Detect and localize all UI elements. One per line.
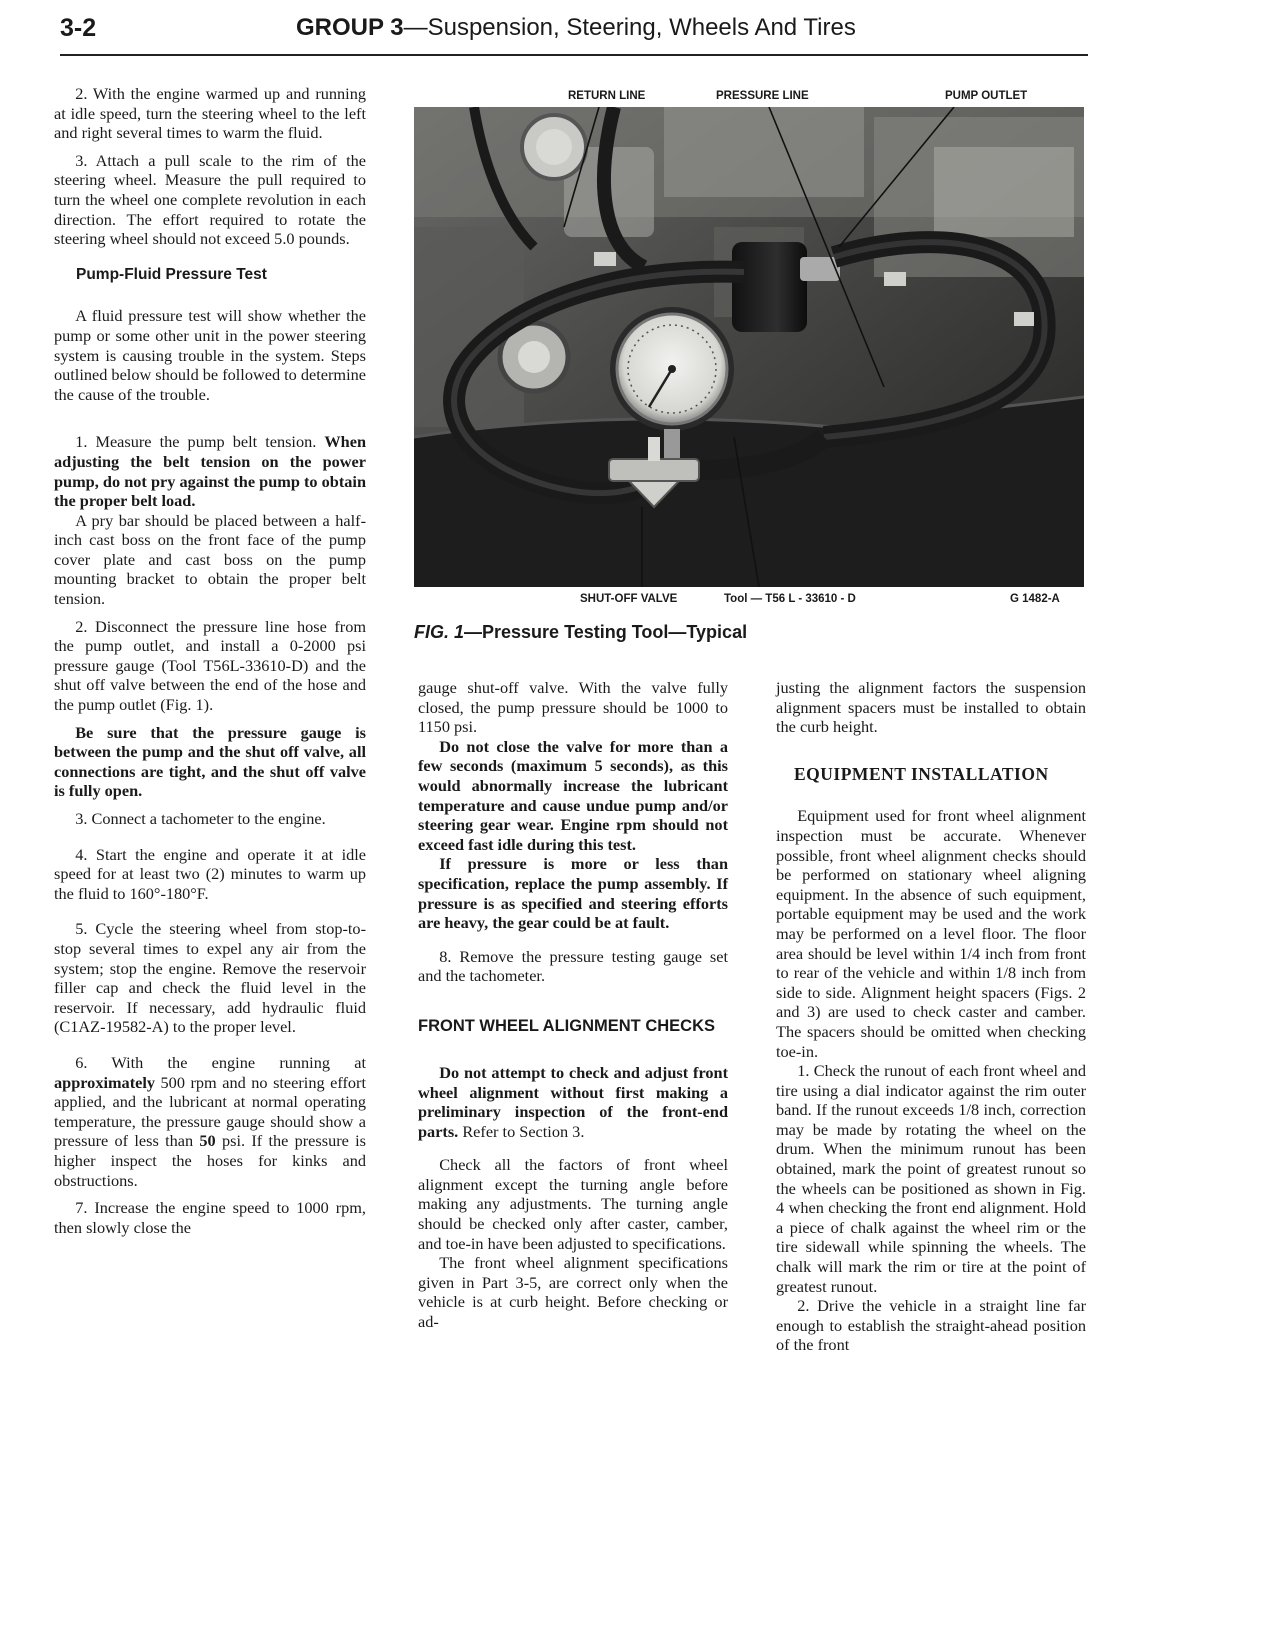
- group-label: GROUP 3: [296, 14, 404, 41]
- callout-pressure-line: PRESSURE LINE: [716, 90, 809, 102]
- section-heading-equipment-installation: EQUIPMENT INSTALLATION: [794, 763, 1049, 784]
- text-run-bold: approximately: [54, 1072, 156, 1092]
- paragraph: The front wheel alignment specifications given in Part 3-5, are correct only when the vehicle is at curb height. Before checking or ad-: [418, 1253, 728, 1332]
- text-run-bold: 50: [199, 1131, 216, 1151]
- page-number: 3-2: [60, 14, 97, 42]
- column-1: [54, 84, 366, 1245]
- callout-shut-off-valve: SHUT-OFF VALVE: [580, 593, 678, 605]
- paragraph: 2. Disconnect the pressure line hose from the pump outlet, and install a 0-2000 psi pressure gauge (Tool T56L-33610-D) and the shut off valve between the end of the hose and the pump outlet (Fig. 1).: [54, 616, 366, 715]
- paragraph: gauge shut-off valve. With the valve fully closed, the pump pressure should be 1000 to 1150 psi.: [418, 678, 728, 737]
- paragraph: 3. Attach a pull scale to the rim of the steering wheel. Measure the pull required to turn the wheel one complete revolution in each direction. The effort required to rotate the steering wheel should not exceed 5.0 pounds.: [54, 150, 366, 249]
- figure-photo: [414, 107, 1084, 587]
- pressure-test-photo-illustration: [414, 107, 1084, 587]
- paragraph: 1. Check the runout of each front wheel and tire using a dial indicator against the rim outer band. If the runout exceeds 1/8 inch, correction may be made by rotating the wheel on the drum. When the minimum runout has been obtained, mark the point of greatest runout so the wheels can be positioned as shown in Fig. 4 when checking the front end alignment. Hold a piece of chalk against the wheel rim or the tire sidewall while spinning the wheels. The chalk will mark the rim or tire at the point of greatest runout.: [776, 1061, 1086, 1296]
- text-run: 6. With the engine running at: [75, 1052, 366, 1072]
- text-run: Refer to Section 3.: [458, 1121, 585, 1141]
- column-2: [418, 678, 728, 1340]
- paragraph: 7. Increase the engine speed to 1000 rpm, then slowly close the: [54, 1198, 366, 1237]
- group-subtitle: —Suspension, Steering, Wheels And Tires: [403, 14, 856, 41]
- paragraph: 2. Drive the vehicle in a straight line far enough to establish the straight-ahead position of the front: [776, 1296, 1086, 1355]
- figure-code: G 1482-A: [1010, 593, 1060, 605]
- figure-title: —Pressure Testing Tool—Typical: [464, 622, 748, 642]
- subheading-pump-fluid-pressure-test: Pump-Fluid Pressure Test: [76, 265, 267, 283]
- paragraph: [418, 1063, 728, 1141]
- paragraph: 2. With the engine warmed up and running at idle speed, turn the steering wheel to the left and right several times to warm the fluid.: [54, 84, 366, 143]
- text-run: 500 rpm and no steering effort applied, and the lubricant at normal operating temperature, the pressure gauge should show a pressure of less than: [54, 1072, 366, 1151]
- paragraph: Equipment used for front wheel alignment inspection must be accurate. Whenever possible, front wheel alignment checks should be performed on stationary wheel aligning equipment. In the absence of such equipment, portable equipment may be used and the work may be performed on a level floor. The floor area should be level within 1/4 inch from front to rear of the vehicle and within 1/8 inch from side to side. Alignment height spacers (Figs. 2 and 3) are used to check caster and camber. The spacers should be omitted when checking toe-in.: [776, 806, 1086, 1061]
- paragraph: 3. Connect a tachometer to the engine.: [75, 809, 326, 828]
- warning-text: Do not attempt to check and adjust front wheel alignment without first making a preliminary inspection of the front-end parts.: [418, 1062, 728, 1141]
- paragraph: [54, 1053, 366, 1190]
- warning-paragraph: Do not close the valve for more than a few seconds (maximum 5 seconds), as this would abnormally increase the lubricant temperature and cause undue pump and/or steering gear wear. Engine rpm should not exceed fast idle during this test.: [418, 736, 728, 854]
- warning-paragraph: If pressure is more or less than specification, replace the pump assembly. If pressure is as specified and steering efforts are heavy, the gear could be at fault.: [418, 854, 728, 933]
- callout-return-line: RETURN LINE: [568, 90, 646, 102]
- paragraph: 4. Start the engine and operate it at idle speed for at least two (2) minutes to warm up the fluid to 160°-180°F.: [54, 844, 366, 903]
- paragraph: Check all the factors of front wheel alignment except the turning angle before making any adjustments. The turning angle should be checked only after caster, camber, and toe-in have been adjusted to specifications.: [418, 1155, 728, 1253]
- warning-text: When adjusting the belt tension on the power pump, do not pry against the pump to obtain the proper belt load.: [54, 432, 366, 511]
- paragraph: justing the alignment factors the suspension alignment spacers must be installed to obtain the curb height.: [776, 678, 1086, 737]
- group-title: [296, 14, 856, 42]
- callout-tool-number: Tool — T56 L - 33610 - D: [724, 593, 856, 605]
- text-run: psi. If the pressure is higher inspect the hoses for kinks and obstructions.: [54, 1131, 367, 1190]
- paragraph: 8. Remove the pressure testing gauge set and the tachometer.: [418, 946, 728, 986]
- paragraph: A pry bar should be placed between a half-inch cast boss on the front face of the pump cover plate and cast boss on the pump mounting bracket to obtain the proper belt tension.: [54, 510, 366, 609]
- paragraph: [54, 432, 366, 510]
- column-3: [776, 678, 1086, 1363]
- paragraph: A fluid pressure test will show whether the pump or some other unit in the power steering system is causing trouble in the system. Steps outlined below should be followed to determine the cause of the trouble.: [54, 306, 366, 404]
- figure-number: FIG. 1: [414, 622, 465, 642]
- paragraph-lead: 1. Measure the pump belt tension.: [75, 432, 325, 452]
- figure-caption: [414, 622, 747, 643]
- page-header: [60, 10, 1088, 56]
- warning-paragraph: Be sure that the pressure gauge is between the pump and the shut off valve, all connections are tight, and the shut off valve is fully open.: [54, 722, 366, 801]
- callout-pump-outlet: PUMP OUTLET: [945, 90, 1028, 102]
- section-heading-front-wheel-alignment: FRONT WHEEL ALIGNMENT CHECKS: [418, 1016, 715, 1035]
- paragraph: 5. Cycle the steering wheel from stop-to-stop several times to expel any air from the system; stop the engine. Remove the reservoir filler cap and check the fluid level in the reservoir. If necessary, add hydraulic fluid (C1AZ-19582-A) to the proper level.: [54, 919, 366, 1037]
